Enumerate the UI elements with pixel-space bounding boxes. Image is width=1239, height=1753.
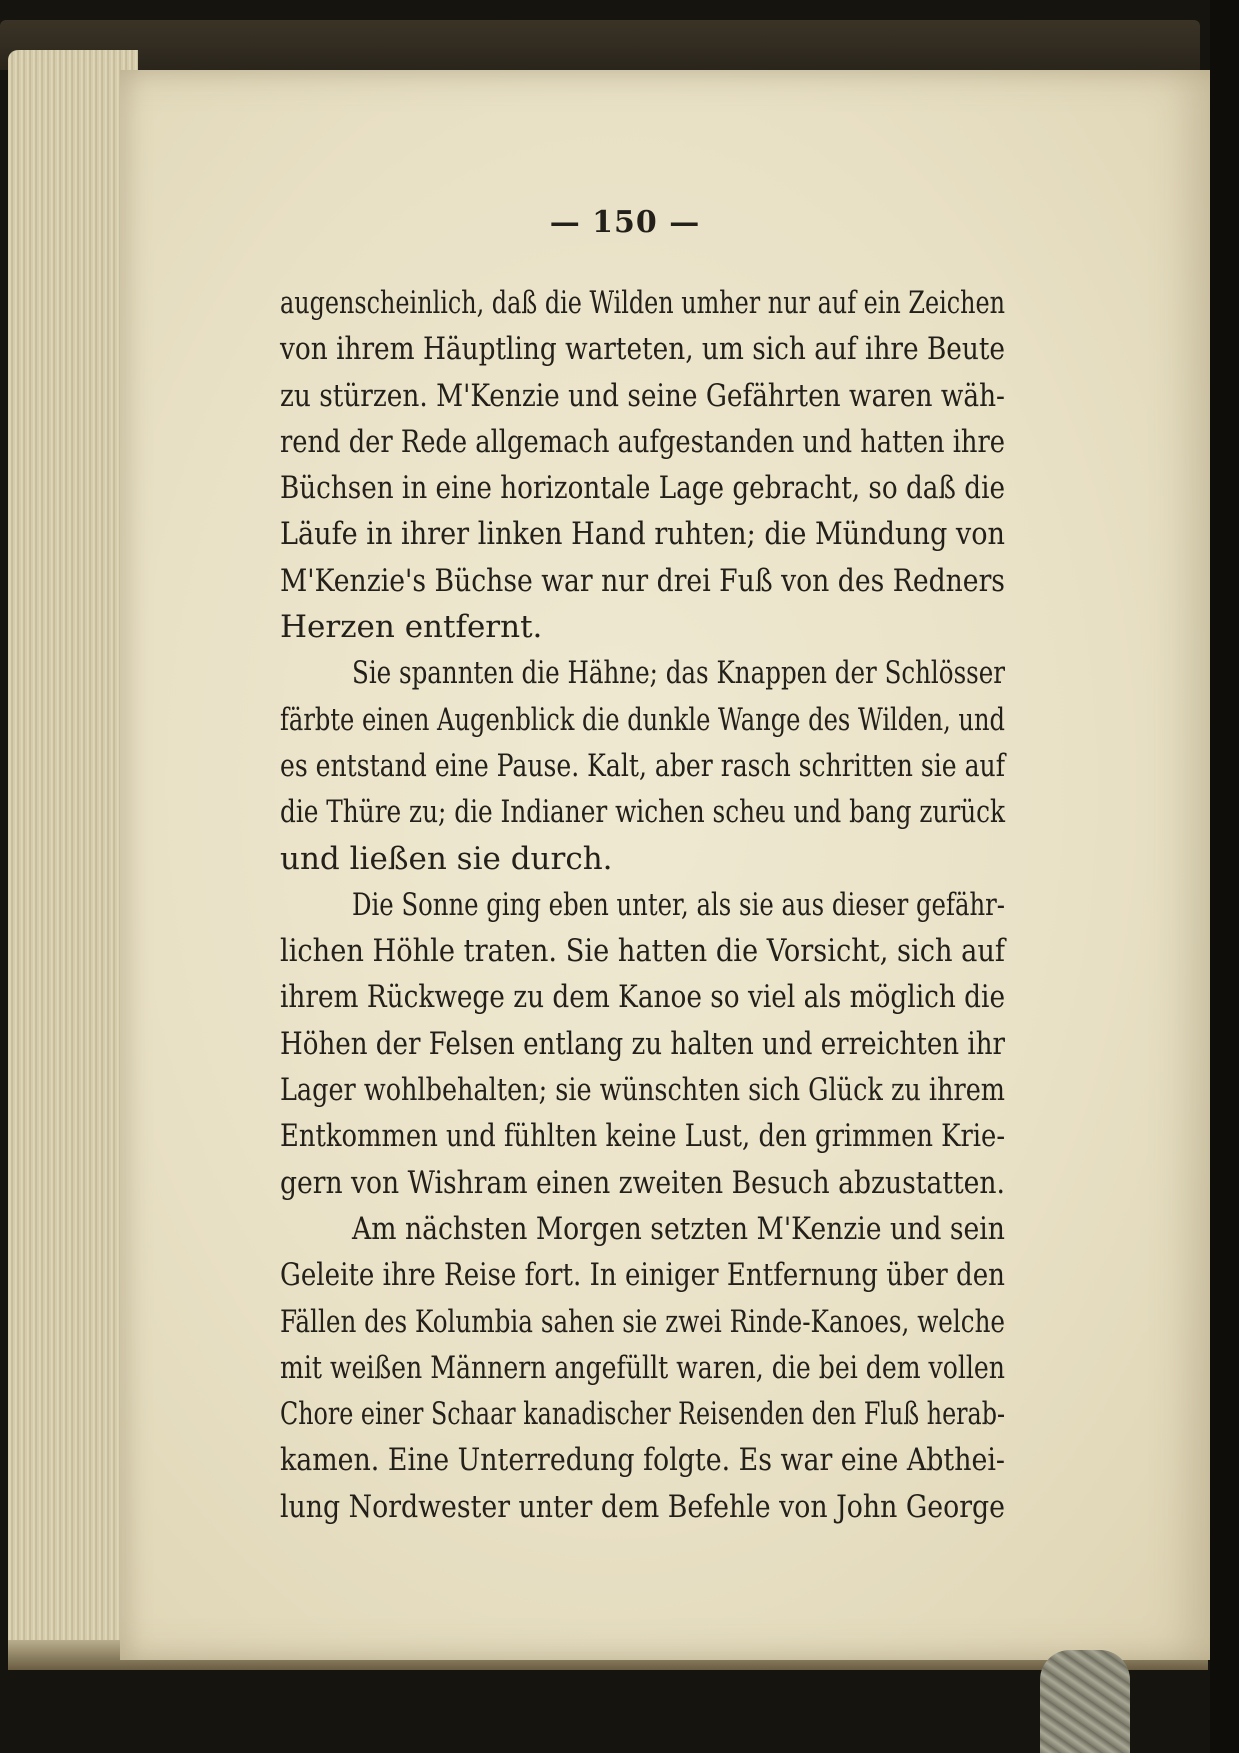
text-line-content: die Thüre zu; die Indianer wichen scheu und bang zurück <box>280 794 1006 831</box>
scan-margin-right <box>1210 0 1239 1753</box>
text-line <box>280 882 1120 928</box>
page-stack-edge <box>8 50 138 1670</box>
text-line-content: lung Nordwester unter dem Befehle von John George <box>280 1488 1005 1525</box>
text-line <box>280 373 1120 419</box>
text-line-content: Sie spannten die Hähne; das Knappen der Schlösser <box>352 655 1006 692</box>
text-line-content: augenscheinlich, daß die Wilden umher nur auf ein Zeichen <box>280 285 1005 321</box>
text-line-content: zu stürzen. M'Kenzie und seine Gefährten waren wäh- <box>280 377 1005 414</box>
text-line <box>280 1067 1120 1113</box>
text-line-content: Büchsen in eine horizontale Lage gebracht, so daß die <box>280 470 1005 507</box>
page-number: — 150 — <box>549 205 701 240</box>
text-line-content: und ließen sie durch. <box>280 840 613 877</box>
text-line <box>280 1252 1120 1298</box>
book-cover-edge <box>0 20 1200 70</box>
text-line <box>280 326 1120 372</box>
text-line-content: rend der Rede allgemach aufgestanden und hatten ihre <box>280 423 1005 460</box>
text-line <box>280 1299 1120 1345</box>
text-line-content: Am nächsten Morgen setzten M'Kenzie und sein <box>352 1210 1005 1247</box>
text-line-content: Entkommen und fühlten keine Lust, den grimmen Krie- <box>280 1118 1006 1155</box>
text-line <box>280 974 1120 1020</box>
text-line-content: Die Sonne ging eben unter, als sie aus dieser gefähr- <box>352 886 1006 923</box>
text-line <box>280 1206 1120 1252</box>
text-line-content: lichen Höhle traten. Sie hatten die Vorsicht, sich auf <box>280 933 1005 970</box>
text-line <box>280 419 1120 465</box>
text-line <box>280 1437 1120 1483</box>
text-line-content: ihrem Rückwege zu dem Kanoe so viel als möglich die <box>280 979 1006 1016</box>
bookmark-ribbon <box>1040 1650 1130 1753</box>
text-line-content: Geleite ihre Reise fort. In einiger Entfernung über den <box>280 1257 1005 1294</box>
text-line-content: es entstand eine Pause. Kalt, aber rasch schritten sie auf <box>280 747 1005 784</box>
text-line-content: mit weißen Männern angefüllt waren, die bei dem vollen <box>280 1349 1005 1386</box>
text-line <box>280 511 1120 557</box>
text-line <box>280 1113 1120 1159</box>
text-line-content: von ihrem Häuptling warteten, um sich auf ihre Beute <box>280 331 1006 368</box>
text-line <box>280 280 1120 326</box>
body-text <box>280 280 1120 1530</box>
text-line <box>280 558 1120 604</box>
text-line-content: Lager wohlbehalten; sie wünschten sich Glück zu ihrem <box>280 1072 1005 1109</box>
text-line-content: Herzen entfernt. <box>280 609 543 646</box>
text-line-content: gern von Wishram einen zweiten Besuch abzustatten. <box>280 1164 1005 1201</box>
text-line <box>280 928 1120 974</box>
text-line-content: Läufe in ihrer linken Hand ruhten; die Mündung von <box>280 516 1006 553</box>
text-line <box>280 465 1120 511</box>
text-line <box>280 743 1120 789</box>
text-line <box>280 1021 1120 1067</box>
text-line <box>280 650 1120 696</box>
text-line-content: Fällen des Kolumbia sahen sie zwei Rinde-Kanoes, welche <box>280 1303 1006 1340</box>
text-line <box>280 789 1120 835</box>
text-line-content: kamen. Eine Unterredung folgte. Es war eine Abthei- <box>280 1442 1005 1479</box>
text-line-content: Höhen der Felsen entlang zu halten und erreichten ihr <box>280 1025 1005 1062</box>
text-line-content: Chore einer Schaar kanadischer Reisenden den Fluß herab- <box>280 1396 1006 1433</box>
text-line <box>280 697 1120 743</box>
text-line <box>280 604 1120 650</box>
text-line <box>280 1160 1120 1206</box>
text-line <box>280 1345 1120 1391</box>
text-line-content: M'Kenzie's Büchse war nur drei Fuß von des Redners <box>280 562 1005 599</box>
text-line <box>280 836 1120 882</box>
text-line <box>280 1391 1120 1437</box>
text-line <box>280 1484 1120 1530</box>
text-line-content: färbte einen Augenblick die dunkle Wange des Wilden, und <box>280 701 1005 738</box>
